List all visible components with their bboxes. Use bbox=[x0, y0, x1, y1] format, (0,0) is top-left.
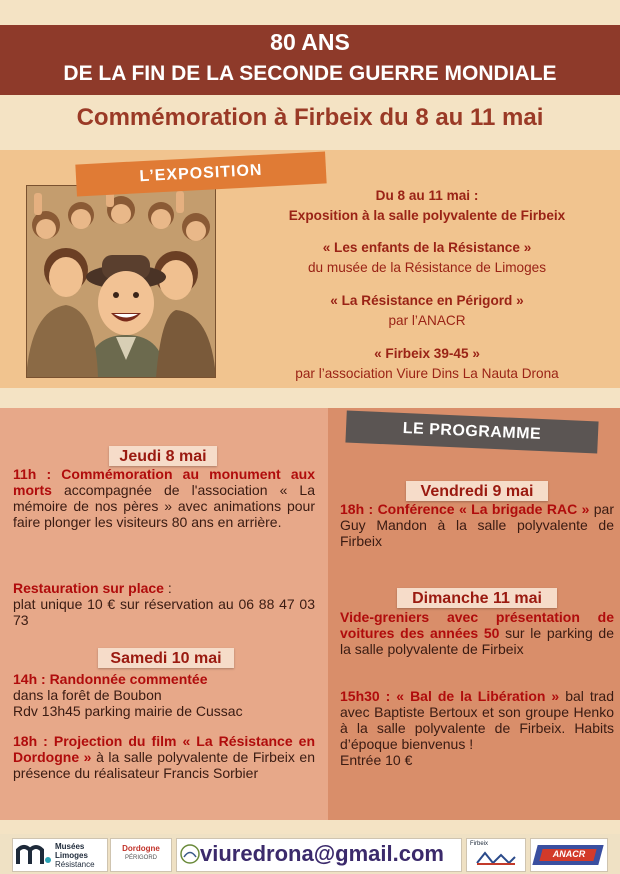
logo-dordogne-perigord bbox=[110, 838, 172, 872]
logo2-line1: Dordogne bbox=[122, 844, 160, 853]
dimanche-bal: 15h30 : « Bal de la Libération » bal trad avec Baptiste Bertoux et son groupe Henko à la salle polyvalente de Firbeix. Habits d’époque bienvenus ! Entrée 10 € bbox=[340, 688, 614, 768]
expo-item-title: « La Résistance en Périgord » bbox=[330, 293, 524, 308]
samedi-randonnee: 14h : Randonnée commentée dans la forêt de Boubon Rdv 13h45 parking mairie de Cussac bbox=[13, 671, 243, 719]
day-heading-vendredi: Vendredi 9 mai bbox=[406, 481, 548, 501]
firbeix-emblem-icon bbox=[475, 849, 517, 867]
expo-item-by: par l’association Viure Dins La Nauta Drona bbox=[295, 366, 559, 381]
expo-item-by: par l’ANACR bbox=[388, 313, 466, 328]
day-heading-dimanche: Dimanche 11 mai bbox=[397, 588, 557, 608]
exposition-tag: L’EXPOSITION bbox=[75, 151, 326, 196]
logo-musees-limoges bbox=[12, 838, 108, 872]
logo3-label: Firbeix bbox=[470, 841, 489, 847]
dimanche-vide-greniers: Vide-greniers avec présentation de voitures des années 50 sur le parking de la salle polyvalente de Firbeix bbox=[340, 609, 614, 657]
logo-firbeix bbox=[466, 838, 526, 872]
expo-dates: Du 8 au 11 mai : bbox=[375, 188, 479, 203]
museum-logo-icon bbox=[16, 844, 52, 866]
header-title-line2: DE LA FIN DE LA SECONDE GUERRE MONDIALE bbox=[63, 62, 557, 85]
jeudi-event-commemoration: 11h : Commémoration au monument aux morts accompagnée de l'association « La mémoire de nos pères » avec animations pour faire plonger les visiteurs 80 ans en arrière. bbox=[13, 466, 315, 530]
expo-item-title: « Les enfants de la Résistance » bbox=[322, 240, 532, 255]
day-heading-jeudi: Jeudi 8 mai bbox=[109, 446, 217, 466]
expo-item-by: du musée de la Résistance de Limoges bbox=[307, 260, 547, 275]
contact-email[interactable]: viuredrona@gmail.com bbox=[200, 841, 444, 866]
logo2-line2: PÉRIGORD bbox=[124, 855, 157, 861]
samedi-projection: 18h : Projection du film « La Résistance en Dordogne » à la salle polyvalente de Firbeix en présence du réalisateur Francis Sorbier bbox=[13, 733, 316, 781]
day-heading-samedi: Samedi 10 mai bbox=[98, 648, 234, 668]
logo1-line2: Limoges bbox=[55, 851, 88, 860]
expo-item-title: « Firbeix 39-45 » bbox=[374, 346, 480, 361]
logo1-line3: Résistance bbox=[55, 860, 95, 869]
resistance-crowd-illustration bbox=[26, 185, 216, 378]
logo4-label: ANACR bbox=[552, 849, 586, 859]
header-title-line1: 80 ANS bbox=[270, 29, 350, 55]
jeudi-restauration: Restauration sur place : plat unique 10 € sur réservation au 06 88 47 03 73 bbox=[13, 580, 315, 628]
programme-tag: LE PROGRAMME bbox=[345, 411, 598, 454]
association-logo-icon bbox=[180, 844, 200, 864]
vendredi-conference: 18h : Conférence « La brigade RAC » par Guy Mandon à la salle polyvalente de Firbeix bbox=[340, 501, 615, 549]
logo-anacr bbox=[530, 838, 608, 872]
page-subtitle: Commémoration à Firbeix du 8 au 11 mai bbox=[76, 104, 544, 131]
header-banner bbox=[0, 25, 620, 95]
logo1-line1: Musées bbox=[55, 842, 85, 851]
expo-venue: Exposition à la salle polyvalente de Firbeix bbox=[288, 208, 566, 223]
